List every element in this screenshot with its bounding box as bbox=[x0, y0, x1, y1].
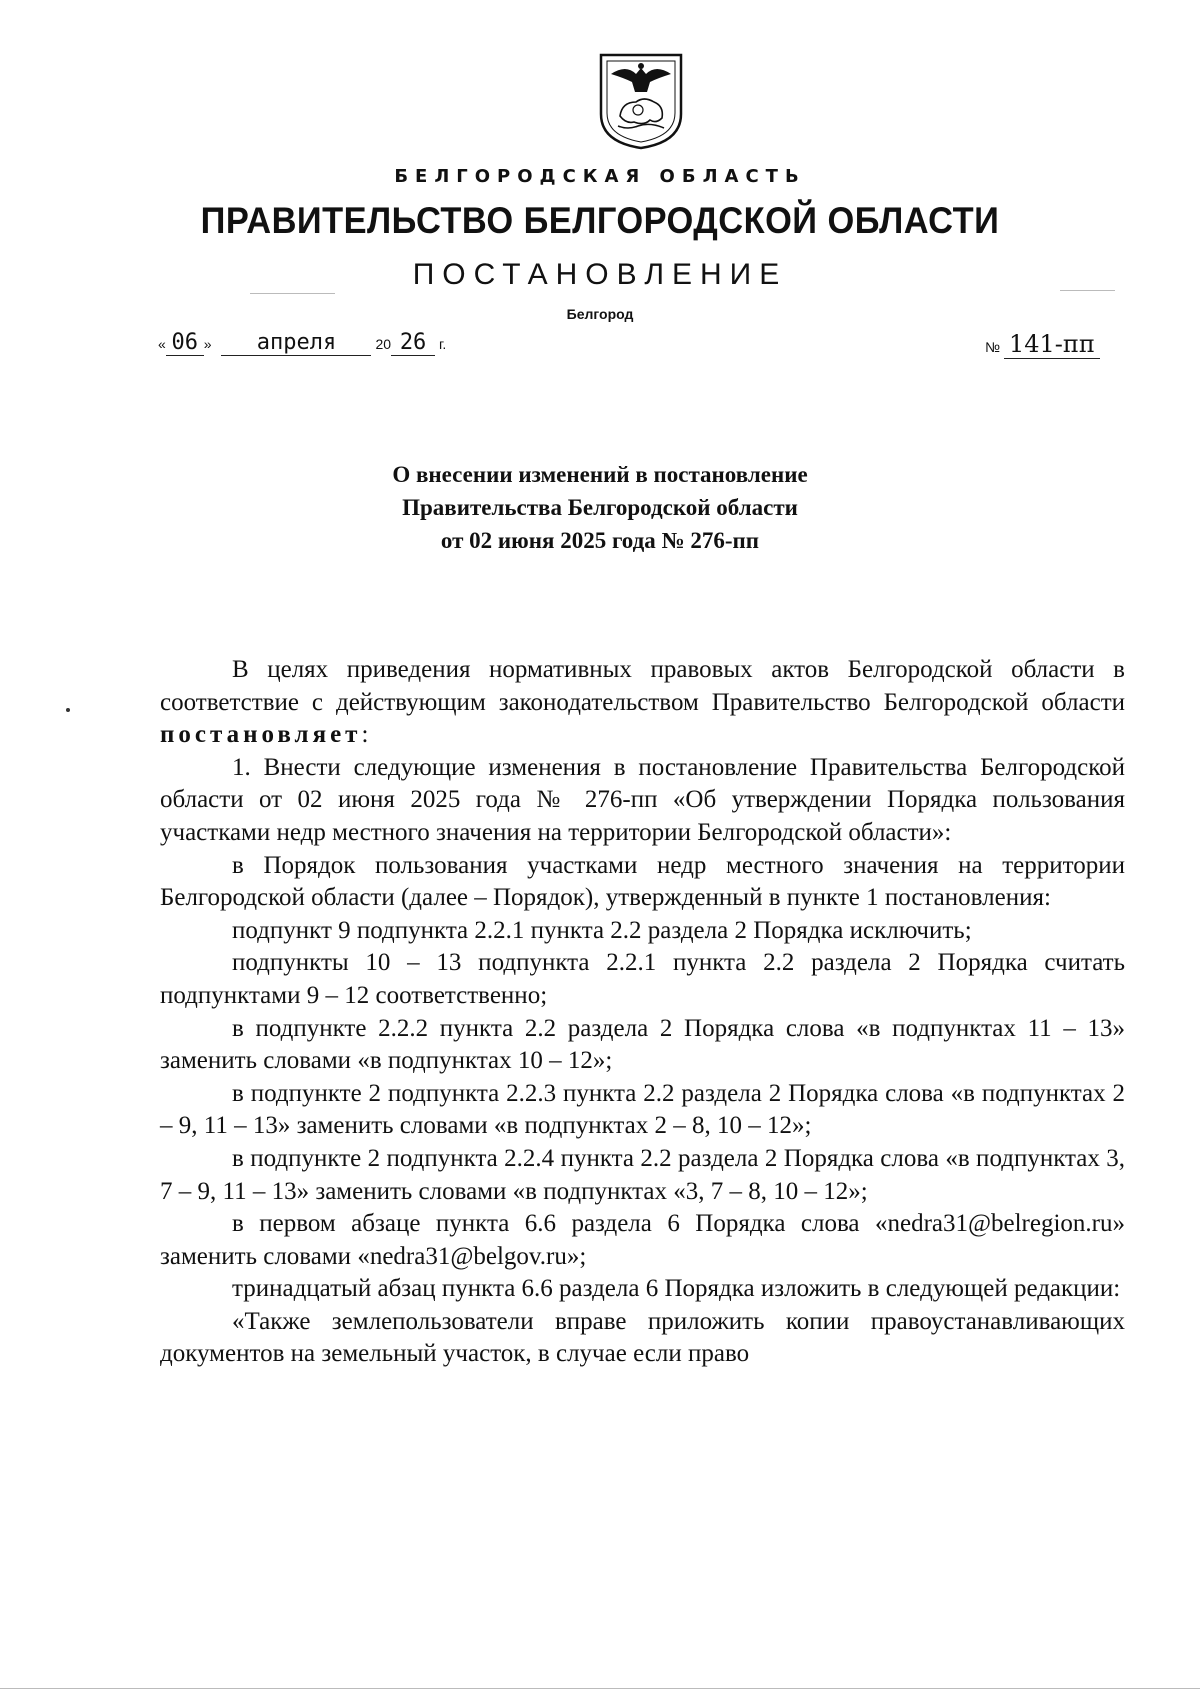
preamble-text: В целях приведения нормативных правовых актов Белгородской области в соответствие с действующим законодательством Правительство Белгородской области bbox=[160, 656, 1125, 716]
scan-artifact bbox=[66, 708, 70, 712]
document-title bbox=[0, 458, 1200, 557]
coat-of-arms-icon bbox=[598, 52, 684, 150]
date-year-suffix: г. bbox=[438, 336, 447, 352]
body-paragraph: 1. Внести следующие изменения в постановление Правительства Белгородской области от 02 июня 2025 года № 276-пп «Об утверждении Порядка пользования участками недр местного значения на территории Белгородской области»: bbox=[160, 753, 1125, 846]
date-open-quote: « bbox=[158, 336, 166, 352]
scan-artifact bbox=[250, 293, 335, 294]
body-paragraph: в подпункте 2.2.2 пункта 2.2 раздела 2 Порядка слова «в подпунктах 11 – 13» заменить словами «в подпунктах 10 – 12»; bbox=[160, 1014, 1125, 1075]
city-label: Белгород bbox=[566, 306, 634, 322]
date-close-quote: » bbox=[203, 336, 212, 352]
resolves-word: постановляет bbox=[160, 721, 362, 749]
body-paragraph: тринадцатый абзац пункта 6.6 раздела 6 Порядка изложить в следующей редакции: bbox=[232, 1275, 1121, 1303]
body-paragraph bbox=[160, 654, 1125, 752]
body-paragraph: подпункт 9 подпункта 2.2.1 пункта 2.2 раздела 2 Порядка исключить; bbox=[232, 916, 972, 944]
document-date bbox=[158, 330, 446, 356]
document-number bbox=[985, 330, 1100, 359]
body-paragraph: «Также землепользователи вправе приложить копии правоустанавливающих документов на земельный участок, в случае если право bbox=[160, 1307, 1125, 1368]
title-line-3: от 02 июня 2025 года № 276-пп bbox=[440, 528, 760, 553]
body-paragraph: в подпункте 2 подпункта 2.2.4 пункта 2.2 раздела 2 Порядка слова «в подпунктах 3, 7 – 9, 11 – 13» заменить словами «в подпунктах «3, 7 – 8, 10 – 12»; bbox=[160, 1144, 1125, 1205]
document-type-heading: ПОСТАНОВЛЕНИЕ bbox=[412, 258, 788, 291]
number-value: 141-пп bbox=[1004, 330, 1100, 359]
date-year-prefix: 20 bbox=[375, 336, 392, 352]
government-heading: ПРАВИТЕЛЬСТВО БЕЛГОРОДСКОЙ ОБЛАСТИ bbox=[200, 200, 1000, 241]
region-heading: БЕЛГОРОДСКАЯ ОБЛАСТЬ bbox=[394, 166, 806, 187]
title-line-2: Правительства Белгородской области bbox=[402, 495, 798, 520]
scan-artifact bbox=[1060, 290, 1115, 291]
body-paragraph: подпункты 10 – 13 подпункта 2.2.1 пункта 2.2 раздела 2 Порядка считать подпунктами 9 – 12 соответственно; bbox=[160, 949, 1125, 1009]
title-line-1: О внесении изменений в постановление bbox=[392, 462, 808, 487]
document-body bbox=[160, 654, 1125, 1371]
body-paragraph: в подпункте 2 подпункта 2.2.3 пункта 2.2 раздела 2 Порядка слова «в подпунктах 2 – 9, 11 – 13» заменить словами «в подпунктах 2 – 8, 10 – 12»; bbox=[160, 1079, 1125, 1140]
body-paragraph: в первом абзаце пункта 6.6 раздела 6 Порядка слова «nedra31@belregion.ru» заменить словами «nedra31@belgov.ru»; bbox=[160, 1210, 1125, 1270]
number-label: № bbox=[985, 339, 1001, 355]
date-year: 26 bbox=[391, 330, 435, 356]
date-day: 06 bbox=[166, 330, 204, 356]
preamble-colon: : bbox=[361, 721, 369, 749]
date-month: апреля bbox=[221, 330, 371, 356]
body-paragraph: в Порядок пользования участками недр местного значения на территории Белгородской области (далее – Порядок), утвержденный в пункте 1 постановления: bbox=[160, 851, 1125, 912]
scan-artifact bbox=[0, 1688, 1200, 1689]
